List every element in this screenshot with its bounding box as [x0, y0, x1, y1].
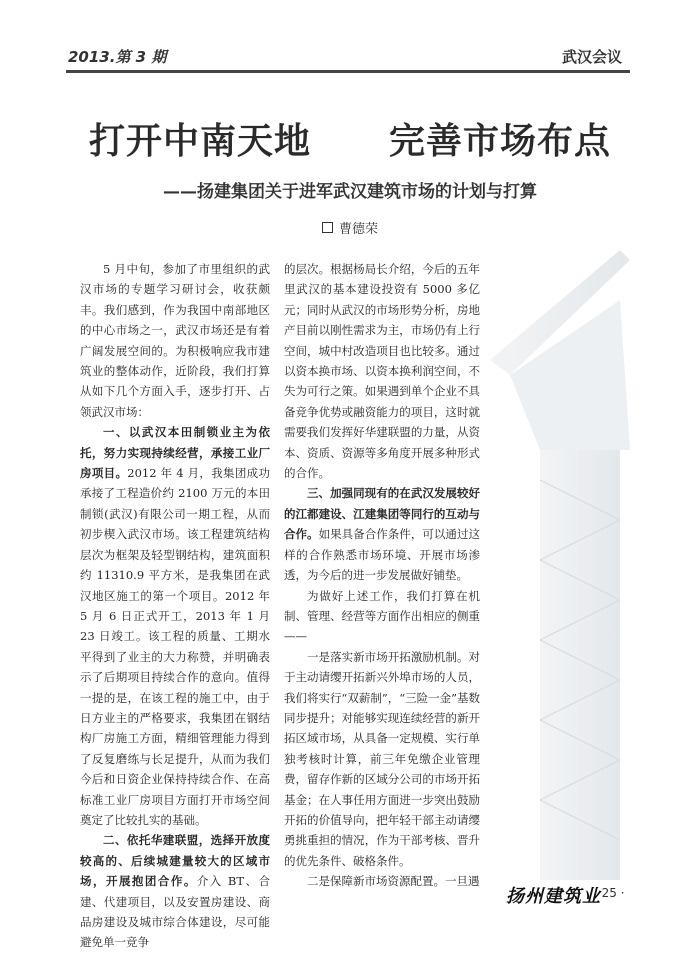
section-1-body: 2012 年 4 月，我集团成功承接了工程造价约 2100 万元的本田制锁(武汉)有限公司一期工程，从而初步楔入武汉市场。该工程建筑结构层次为框架及轻型钢结构，建筑面积约 11310.9 平方米，是我集团在武汉地区施工的第一个项目。2012 年 5 月 6 日正式开工，2013 年 1 月 23 日竣工。该工程的质量、工期水平得到了业主的大力称赞，并明确表示了后期项目持续合作的意向。值得一提的是，在该工程的施工中，由于日方业主的严格要求，我集团在钢结构厂房施工方面，精细管理能力得到了反复磨练与长足提升，从而为我们今后和日资企业保持持续合作、在高标准工业厂房项目方面打开市场空间奠定了比较扎实的基础。 [80, 466, 270, 827]
section-2-heading: 二、依托华建联盟，选择开放度较高的、后续城建量较大的区域市场，开展抱团合作。 [80, 833, 270, 889]
author-box-icon [322, 222, 333, 233]
article-title [0, 113, 700, 164]
section-3-paragraph [284, 483, 480, 585]
issue-label: 2013.第 3 期 [68, 48, 167, 66]
section-1-paragraph [80, 422, 270, 830]
magazine-logo: 扬州建筑业 [506, 886, 601, 907]
article-subtitle: ——扬建集团关于进军武汉建筑市场的计划与打算 [163, 182, 537, 202]
page-number: · 25 · [594, 886, 625, 900]
title-part-2: 完善市场布点 [389, 120, 612, 162]
measures-intro-paragraph: 为做好上述工作，我们打算在机制、管理、经营等方面作出相应的侧重—— [284, 588, 480, 644]
continued-paragraph: 的层次。根据杨局长介绍，今后的五年里武汉的基本建设投资有 5000 多亿元；同时从武汉的市场形势分析，房地产目前以刚性需求为主，市场仍有上行空间，城中村改造项目也比较多。通过以资本换市场、以资本换利润空间，不失为可行之策。如果遇到单个企业不具备竞争优势或融资能力的项目，这时就需要我们发挥好华建联盟的力量，从资本、资质、资源等多角度开展多种形式的合作。 [284, 262, 480, 481]
section-2-paragraph [80, 830, 270, 952]
right-column [284, 259, 480, 892]
title-part-1: 打开中南天地 [88, 120, 311, 162]
author-line [0, 218, 700, 237]
header-rule [66, 70, 630, 73]
measure-2-paragraph: 二是保障新市场资源配置。一旦遇 [307, 874, 480, 889]
section-label: 武汉会议 [561, 48, 622, 66]
section-3-heading: 三、加强同现有的在武汉发展较好的江都建设、江建集团等同行的互动与合作。 [284, 486, 480, 542]
section-1-heading: 一、以武汉本田制锁业主为依托，努力实现持续经营，承接工业厂房项目。 [80, 425, 270, 481]
left-column [80, 259, 270, 953]
author-name: 曹德荣 [338, 222, 378, 237]
crane-photo-illustration [470, 240, 640, 880]
measure-1-paragraph: 一是落实新市场开拓激励机制。对于主动请缨开拓新兴外埠市场的人员，我们将实行“双薪制”，“三险一金”基数同步提升；对能够实现连续经营的新开拓区域市场，从具备一定规模、实行单独考核时计算，前三年免缴企业管理费，留存作新的区域分公司的市场开拓基金；在人事任用方面进一步突出鼓励开拓的价值导向，把年轻干部主动请缨勇挑重担的情况，作为干部考核、晋升的优先条件、破格条件。 [284, 649, 481, 868]
section-2-body: 介入 BT、合建、代建项目，以及安置房建设、商品房建设及城市综合体建设，尽可能避免单一竞争 [80, 874, 271, 950]
intro-paragraph: 5 月中旬，参加了市里组织的武汉市场的专题学习研讨会，收获颇丰。我们感到，作为我国中南部地区的中心市场之一，武汉市场还是有着广阔发展空间的。为积极响应我市建筑业的整体动作，近阶段，我们打算从如下几个方面入手，逐步打开、占领武汉市场： [80, 262, 270, 419]
section-3-body: 如果具备合作条件，可以通过这样的合作熟悉市场环境、开展市场渗透，为今后的进一步发展做好铺垫。 [284, 527, 480, 583]
